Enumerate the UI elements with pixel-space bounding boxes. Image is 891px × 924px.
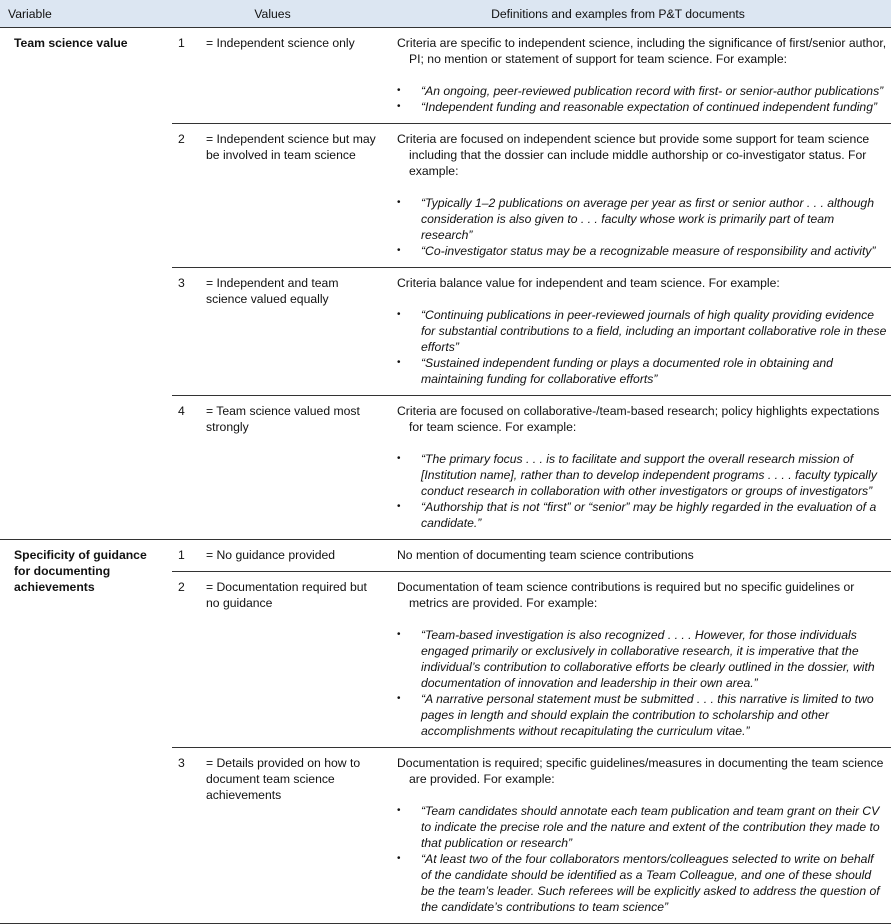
- definition-cell: [385, 28, 891, 124]
- quote-text: “Authorship that is not “first” or “senior” may be highly regarded in the evaluation of a candidate.”: [421, 500, 877, 530]
- bullet-icon: •: [397, 245, 401, 256]
- value-cell: [172, 268, 385, 396]
- example-quote: [397, 627, 887, 691]
- table-body: [0, 28, 891, 924]
- value-cell: [172, 396, 385, 540]
- header-definitions: Definitions and examples from P&T documents: [385, 0, 891, 28]
- criteria-text: Documentation is required; specific guidelines/measures in documenting the team science are provided. For example:: [397, 756, 884, 786]
- quote-text: “A narrative personal statement must be submitted . . . this narrative is limited to two pages in length and should explain the contribution to scholarship and other accomplishments without recapitulating the curriculum vitae.”: [421, 692, 874, 738]
- value-cell: [172, 572, 385, 748]
- header-values: Values: [172, 0, 385, 28]
- value-label: = Independent and team science valued equally: [206, 276, 339, 306]
- definition-cell: [385, 572, 891, 748]
- bullet-icon: •: [397, 453, 401, 464]
- bullet-icon: •: [397, 85, 401, 96]
- quote-text: “Team-based investigation is also recognized . . . . However, for those individuals engaged primarily or exclusively in collaborative research, it is imperative that the individual’s contribution to collaborative efforts be clearly outlined in the dossier, with documentation of innovation and leadership in their own area.”: [421, 628, 875, 690]
- example-quote: [397, 451, 887, 499]
- example-quote: [397, 691, 887, 739]
- bullet-icon: •: [397, 357, 401, 368]
- value-number: 3: [178, 756, 185, 770]
- variable-cell: Specificity of guidance for documenting achievements: [0, 540, 172, 924]
- value-cell: [172, 28, 385, 124]
- example-list: [397, 627, 887, 739]
- criteria-text: Criteria are focused on independent science but provide some support for team science including that the dossier can include middle authorship or co-investigator status. For example:: [397, 132, 870, 178]
- header-row: [0, 0, 891, 28]
- variable-cell: Team science value: [0, 28, 172, 540]
- example-quote: [397, 195, 887, 243]
- criteria-text: Criteria balance value for independent and team science. For example:: [397, 276, 780, 290]
- quote-text: “Independent funding and reasonable expectation of continued independent funding”: [421, 100, 878, 114]
- example-quote: [397, 355, 887, 387]
- value-number: 4: [178, 404, 185, 418]
- bullet-icon: •: [397, 853, 401, 864]
- criteria-text: Criteria are focused on collaborative-/team-based research; policy highlights expectations for team science. For example:: [397, 404, 880, 434]
- example-quote: [397, 243, 887, 259]
- quote-text: “Typically 1–2 publications on average per year as first or senior author . . . although consideration is also given to . . . faculty whose work is primarily part of team research”: [421, 196, 874, 242]
- quote-text: “Co-investigator status may be a recognizable measure of responsibility and activity”: [421, 244, 876, 258]
- value-number: 1: [178, 548, 185, 562]
- bullet-icon: •: [397, 197, 401, 208]
- example-quote: [397, 99, 887, 115]
- bullet-icon: •: [397, 693, 401, 704]
- bullet-icon: •: [397, 501, 401, 512]
- quote-text: “Team candidates should annotate each team publication and team grant on their CV to indicate the precise role and the nature and extent of the contribution they made to that publication or research”: [421, 804, 880, 850]
- bullet-icon: •: [397, 309, 401, 320]
- quote-text: “Sustained independent funding or plays a documented role in obtaining and maintaining funding for collaborative efforts”: [421, 356, 833, 386]
- example-list: [397, 451, 887, 531]
- value-number: 2: [178, 132, 185, 146]
- value-number: 3: [178, 276, 185, 290]
- value-cell: [172, 748, 385, 924]
- bullet-icon: •: [397, 101, 401, 112]
- value-cell: [172, 124, 385, 268]
- criteria-text: No mention of documenting team science contributions: [397, 548, 694, 562]
- definition-cell: [385, 748, 891, 924]
- definition-cell: [385, 268, 891, 396]
- value-label: = Team science valued most strongly: [206, 404, 360, 434]
- header-variable: Variable: [0, 0, 172, 28]
- example-quote: [397, 83, 887, 99]
- quote-text: “Continuing publications in peer-reviewed journals of high quality providing evidence for substantial contributions to a field, including an important collaborative role in these efforts”: [421, 308, 887, 354]
- value-cell: [172, 540, 385, 572]
- value-number: 1: [178, 36, 185, 50]
- value-label: = Details provided on how to document team science achievements: [206, 756, 361, 802]
- example-list: [397, 195, 887, 259]
- value-label: = No guidance provided: [206, 548, 336, 562]
- value-label: = Independent science but may be involved in team science: [206, 132, 376, 162]
- example-quote: [397, 851, 887, 915]
- quote-text: “The primary focus . . . is to facilitate and support the overall research mission of [Institution name], rather than to develop independent programs . . . . faculty typically conduct research in collaboration with other investigators or groups of investigators”: [421, 452, 877, 498]
- table-row: [0, 28, 891, 124]
- example-quote: [397, 307, 887, 355]
- example-list: [397, 83, 887, 115]
- definition-cell: [385, 124, 891, 268]
- example-list: [397, 307, 887, 387]
- quote-text: “An ongoing, peer-reviewed publication record with first- or senior-author publications”: [421, 84, 884, 98]
- value-label: = Documentation required but no guidance: [206, 580, 367, 610]
- value-label: = Independent science only: [206, 36, 355, 50]
- example-quote: [397, 803, 887, 851]
- bullet-icon: •: [397, 629, 401, 640]
- criteria-text: Documentation of team science contributions is required but no specific guidelines or metrics are provided. For example:: [397, 580, 855, 610]
- value-number: 2: [178, 580, 185, 594]
- definition-cell: [385, 540, 891, 572]
- example-quote: [397, 499, 887, 531]
- example-list: [397, 803, 887, 915]
- definition-cell: [385, 396, 891, 540]
- quote-text: “At least two of the four collaborators mentors/colleagues selected to write on behalf of the candidate should be identified as a Team Colleague, and one of these should be the team’s leader. Such referees will be explicitly asked to address the question of the candidate’s contributions to team science”: [421, 852, 880, 914]
- table-row: [0, 540, 891, 572]
- bullet-icon: •: [397, 805, 401, 816]
- criteria-text: Criteria are specific to independent science, including the significance of first/senior author, PI; no mention or statement of support for team science. For example:: [397, 36, 887, 66]
